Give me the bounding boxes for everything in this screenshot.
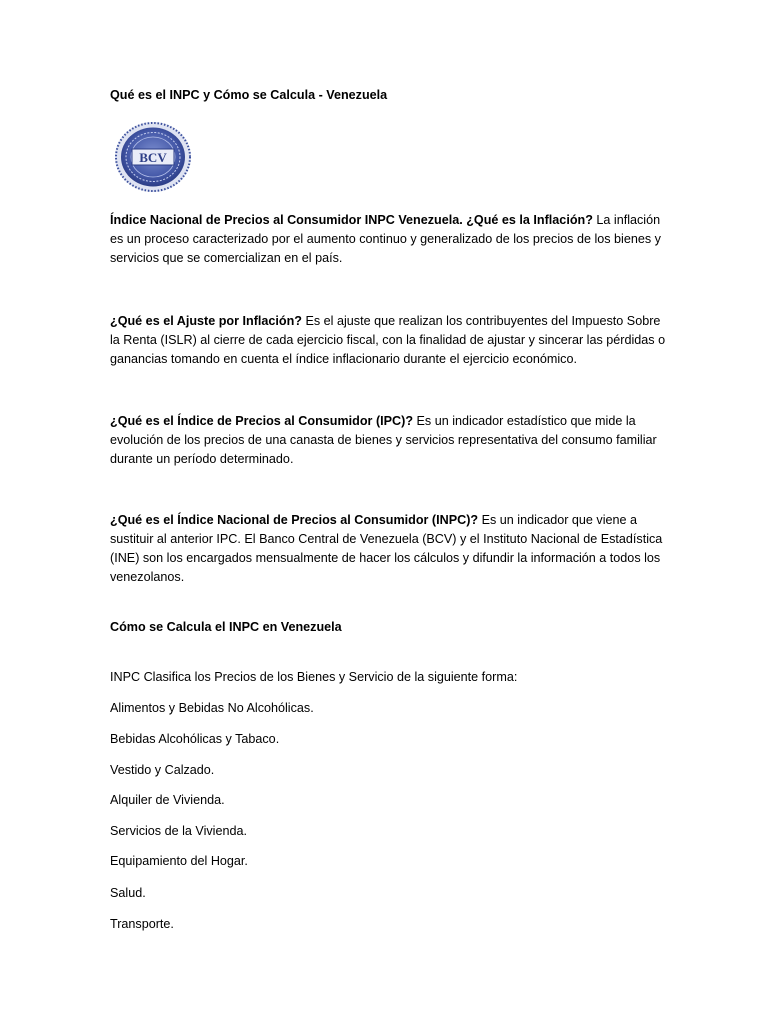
paragraph-body: Es un indicador que viene a sustituir al anterior IPC. El Banco Central de Venezuela (BCV) y el Instituto Nacional de Estadística (INE) son los encargados mensualmente de hacer los cálculos y difundir la información a todos los venezolanos. — [110, 513, 663, 584]
category-item: Transporte. — [110, 917, 174, 931]
paragraph-inpc — [110, 511, 670, 587]
category-item: Vestido y Calzado. — [110, 763, 215, 777]
category-item: Alimentos y Bebidas No Alcohólicas. — [110, 701, 314, 715]
paragraph-ipc — [110, 412, 670, 469]
categories-intro: INPC Clasifica los Precios de los Bienes y Servicio de la siguiente forma: — [110, 670, 518, 684]
paragraph-inflacion — [110, 211, 670, 268]
paragraph-lead: Índice Nacional de Precios al Consumidor INPC Venezuela. ¿Qué es la Inflación? — [110, 213, 593, 227]
category-item: Alquiler de Vivienda. — [110, 793, 225, 807]
paragraph-body: Es un indicador estadístico que mide la evolución de los precios de una canasta de bienes y servicios representativa del consumo familiar durante un período determinado. — [110, 414, 657, 466]
section-title: Cómo se Calcula el INPC en Venezuela — [110, 620, 342, 634]
bcv-seal-icon — [113, 120, 193, 194]
category-item: Equipamiento del Hogar. — [110, 854, 248, 868]
paragraph-lead: ¿Qué es el Ajuste por Inflación? — [110, 314, 302, 328]
paragraph-lead: ¿Qué es el Índice de Precios al Consumidor (IPC)? — [110, 414, 414, 428]
bcv-logo-text: BCV — [139, 150, 167, 165]
paragraph-body: Es el ajuste que realizan los contribuyentes del Impuesto Sobre la Renta (ISLR) al cierre de cada ejercicio fiscal, con la finalidad de ajustar y sincerar las pérdidas o ganancias tomando en cuenta el índice inflacionario durante el ejercicio económico. — [110, 314, 666, 366]
category-item: Salud. — [110, 886, 146, 900]
category-item: Servicios de la Vivienda. — [110, 824, 247, 838]
document-title: Qué es el INPC y Cómo se Calcula - Venezuela — [110, 88, 388, 102]
paragraph-ajuste — [110, 312, 670, 369]
paragraph-lead: ¿Qué es el Índice Nacional de Precios al Consumidor (INPC)? — [110, 513, 479, 527]
bcv-logo — [113, 120, 193, 194]
paragraph-body: La inflación es un proceso caracterizado por el aumento continuo y generalizado de los precios de los bienes y servicios que se comercializan en el país. — [110, 213, 661, 265]
category-item: Bebidas Alcohólicas y Tabaco. — [110, 732, 280, 746]
